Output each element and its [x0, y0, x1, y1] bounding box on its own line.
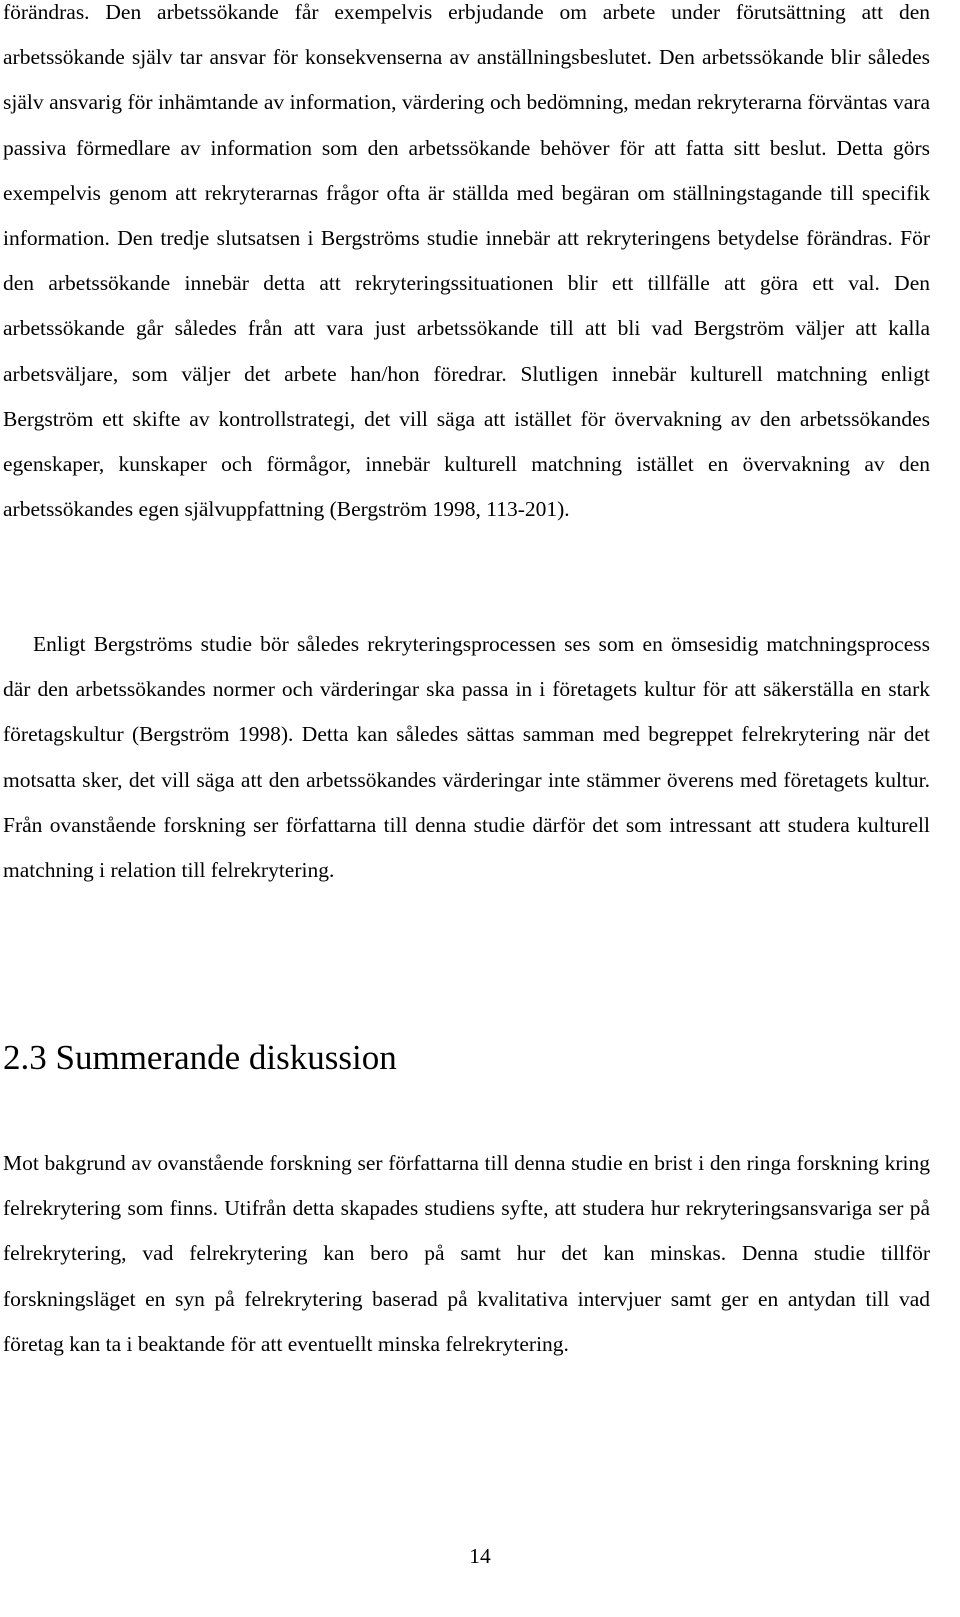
section-paragraph-1: Mot bakgrund av ovanstående forskning ser författarna till denna studie en brist i den ringa forskning kring felrekrytering som finns. Utifrån detta skapades studiens syfte, att studera hur rekryteringsansvariga ser på felrekrytering, vad felrekrytering kan bero på samt hur det kan minskas. Denna studie tillför forskningsläget en syn på felrekrytering baserad på kvalitativa intervjuer samt ger en antydan till vad företag kan ta i beaktande för att eventuellt minska felrekrytering. [3, 1151, 930, 1356]
page-number: 14 [469, 1544, 491, 1568]
section-heading: 2.3 Summerande diskussion [3, 1038, 397, 1077]
body-paragraph-2: Enligt Bergströms studie bör således rekryteringsprocessen ses som en ömsesidig matchningsprocess där den arbetssökandes normer och värderingar ska passa in i företagets kultur för att säkerställa en stark företagskultur (Bergström 1998). Detta kan således sättas samman med begreppet felrekrytering när det motsatta sker, det vill säga att den arbetssökandes värderingar inte stämmer överens med företagets kultur. Från ovanstående forskning ser författarna till denna studie därför det som intressant att studera kulturell matchning i relation till felrekrytering. [3, 632, 930, 883]
body-paragraph-1: förändras. Den arbetssökande får exempelvis erbjudande om arbete under förutsättning att den arbetssökande själv tar ansvar för konsekvenserna av anställningsbeslutet. Den arbetssökande blir således själv ansvarig för inhämtande av information, värdering och bedömning, medan rekryterarna förväntas vara passiva förmedlare av information som den arbetssökande behöver för att fatta sitt beslut. Detta görs exempelvis genom att rekryterarnas frågor ofta är ställda med begäran om ställningstagande till specifik information. Den tredje slutsatsen i Bergströms studie innebär att rekryteringens betydelse förändras. För den arbetssökande innebär detta att rekryteringssituationen blir ett tillfälle att göra ett val. Den arbetssökande går således från att vara just arbetssökande till att bli vad Bergström väljer att kalla arbetsväljare, som väljer det arbete han/hon föredrar. Slutligen innebär kulturell matchning enligt Bergström ett skifte av kontrollstrategi, det vill säga att istället för övervakning av den arbetssökandes egenskaper, kunskaper och förmågor, innebär kulturell matchning istället en övervakning av den arbetssökandes egen självuppfattning (Bergström 1998, 113-201). [3, 0, 930, 522]
